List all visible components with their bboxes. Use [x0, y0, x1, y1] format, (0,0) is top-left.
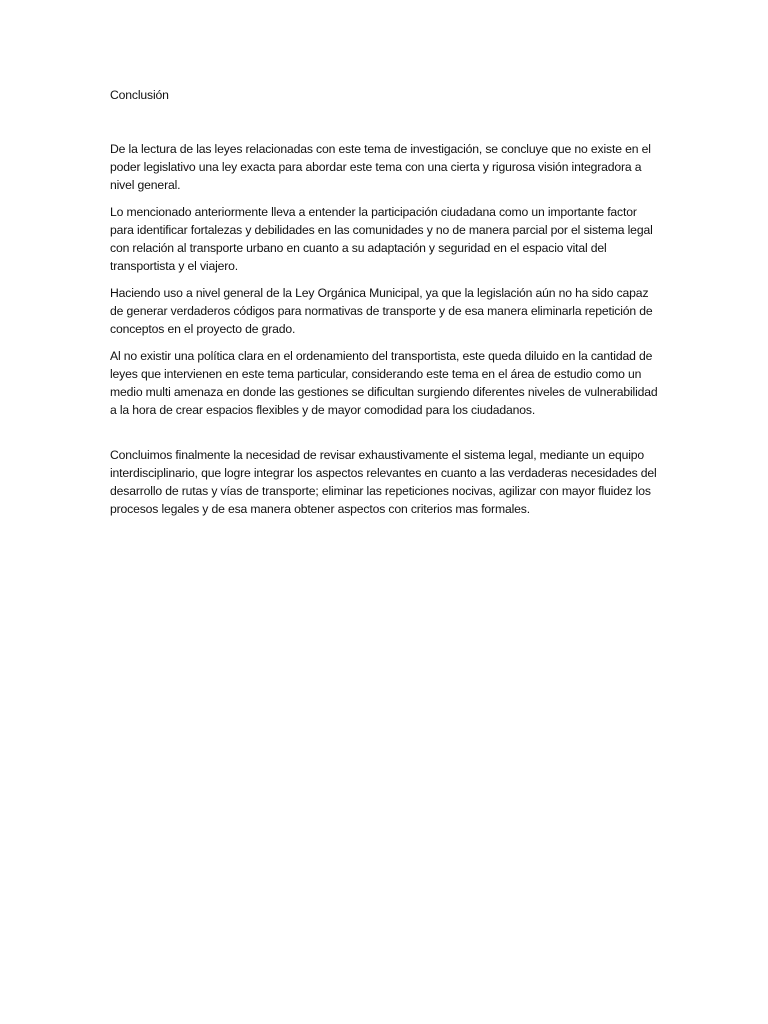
- paragraph-1: De la lectura de las leyes relacionadas con este tema de investigación, se concluye que no existe en el poder legislativo una ley exacta para abordar este tema con una cierta y rigurosa visión integradora a nivel general.: [110, 142, 651, 192]
- paragraph-4: Al no existir una política clara en el ordenamiento del transportista, este queda diluido en la cantidad de leyes que intervienen en este tema particular, considerando este tema en el área de estudio como un medio multi amenaza en donde las gestiones se dificultan surgiendo diferentes niveles de vulnerabilidad a la hora de crear espacios flexibles y de mayor comodidad para los ciudadanos.: [110, 349, 658, 417]
- paragraph-5: Concluimos finalmente la necesidad de revisar exhaustivamente el sistema legal, mediante un equipo interdisciplinario, que logre integrar los aspectos relevantes en cuanto a las verdaderas necesidades del desarrollo de rutas y vías de transporte; eliminar las repeticiones nocivas, agilizar con mayor fluidez los procesos legales y de esa manera obtener aspectos con criterios mas formales.: [110, 448, 657, 516]
- paragraph-2: Lo mencionado anteriormente lleva a entender la participación ciudadana como un importante factor para identificar fortalezas y debilidades en las comunidades y no de manera parcial por el sistema legal con relación al transporte urbano en cuanto a su adaptación y seguridad en el espacio vital del transportista y el viajero.: [110, 205, 653, 273]
- document-body: [110, 86, 660, 527]
- document-title: Conclusión: [110, 88, 169, 102]
- paragraph-3: Haciendo uso a nivel general de la Ley Orgánica Municipal, ya que la legislación aún no ha sido capaz de generar verdaderos códigos para normativas de transporte y de esa manera eliminarla repetición de conceptos en el proyecto de grado.: [110, 286, 653, 336]
